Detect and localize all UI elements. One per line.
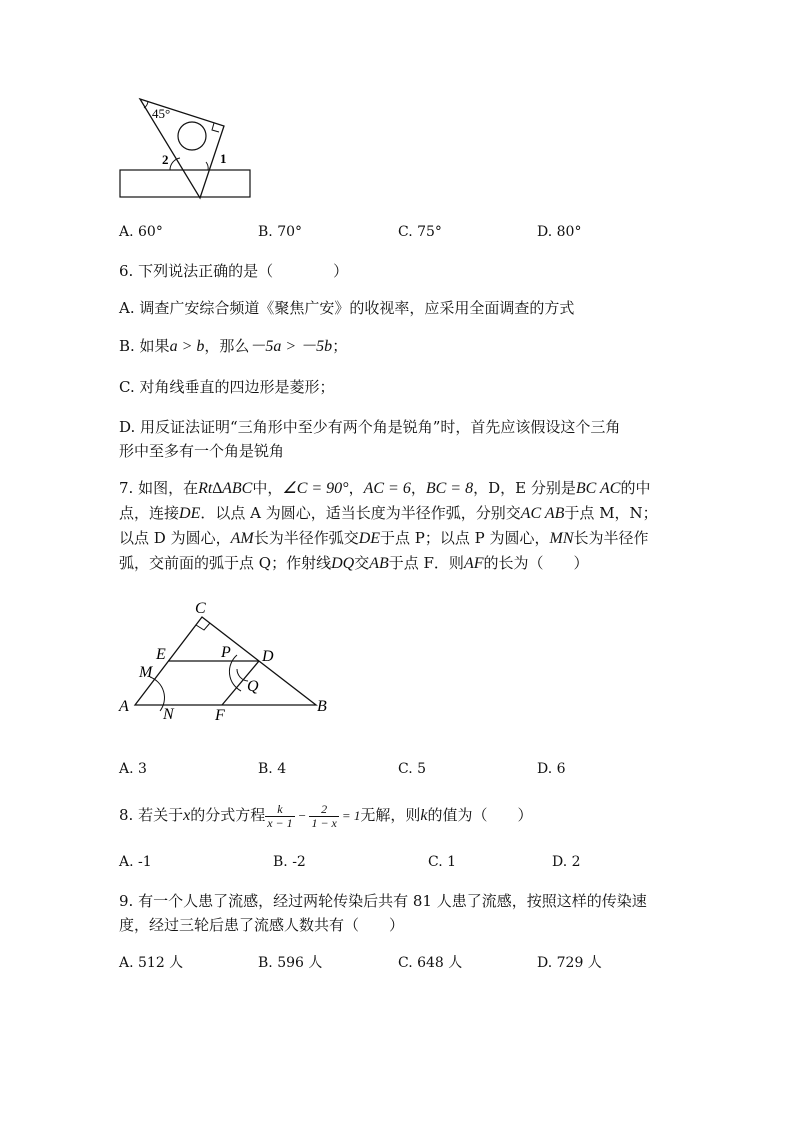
q8-f2-denominator: 1 − x	[311, 815, 337, 830]
label-a: A	[119, 698, 129, 715]
angle-arc-45	[144, 101, 148, 108]
angle-1-label: 1	[220, 151, 227, 166]
q8-option-b: B. -2	[273, 854, 306, 870]
q7-l3-text-c: 于点 P；以点 P 为圆心，	[380, 529, 550, 547]
q7-line-4	[119, 553, 589, 574]
q7-l4-math-af: AF	[463, 555, 484, 572]
q9-line-2: 度，经过三轮后患了流感人数共有（ ）	[119, 916, 405, 934]
q7-l3-text-b: 长为半径作弧交	[253, 529, 359, 547]
q8-stem	[119, 800, 533, 831]
q7-line-3	[119, 528, 649, 549]
right-angle-mark-c	[196, 623, 210, 630]
q7-l1-text-d: ，	[410, 479, 426, 497]
q7-l4-math-dq: DQ	[331, 555, 355, 572]
q7-l2-math-de: DE	[179, 505, 201, 522]
angle-arc-2	[170, 158, 180, 170]
q7-l1-text-c: ，	[348, 479, 364, 497]
label-c: C	[195, 600, 206, 617]
q7-l1-math-ac: AC = 6	[363, 480, 411, 497]
q8-fraction-1	[265, 803, 294, 830]
q7-l3-math-am: AM	[230, 530, 254, 547]
q7-l1-text-f: 的中	[620, 479, 651, 497]
q8-fraction-2	[309, 803, 338, 830]
q6-stem: 6. 下列说法正确的是（ ）	[119, 262, 349, 280]
q6-b-prefix: B. 如果	[119, 337, 170, 355]
q8-option-d: D. 2	[552, 854, 581, 870]
label-f: F	[215, 707, 225, 724]
q8-option-a: A. -1	[119, 854, 152, 870]
q7-l1-math-angle: ∠C = 90°	[282, 480, 349, 497]
q7-l4-math-ab: AB	[369, 555, 389, 572]
q6-option-c: C. 对角线垂直的四边形是菱形；	[119, 378, 335, 396]
q6-b-suffix: ；	[332, 337, 348, 355]
q7-l2-text-c: 于点 M，N；	[564, 504, 658, 522]
q8-text-end: 的值为（ ）	[427, 806, 533, 824]
q7-l1-math-bc: BC = 8	[425, 480, 474, 497]
angle-arc-1	[206, 162, 208, 170]
q7-l1-text-a: 7. 如图，在	[119, 479, 199, 497]
q7-l3-text-a: 以点 D 为圆心，	[119, 529, 231, 547]
q7-l2-math-sides: AC AB	[520, 505, 565, 522]
q6-option-b	[119, 336, 347, 357]
q7-l2-text-a: 点，连接	[119, 504, 180, 522]
q8-equals-one: = 1	[341, 808, 361, 823]
q7-option-a: A. 3	[119, 761, 147, 777]
label-m: M	[139, 664, 153, 681]
q7-l4-text-c: 于点 F．则	[388, 554, 464, 572]
q7-l2-text-b: ．以点 A 为圆心，适当长度为半径作弧，分别交	[200, 504, 521, 522]
label-e: E	[156, 646, 166, 663]
q7-option-c: C. 5	[398, 761, 427, 777]
q7-l1-math-sides: BC AC	[575, 480, 621, 497]
label-b: B	[317, 698, 327, 715]
q9-option-d: D. 729 人	[537, 955, 602, 971]
q6-b-math1: a > b	[169, 338, 205, 355]
q7-l1-text-e: ，D，E 分别是	[473, 479, 576, 497]
set-square-hole	[178, 122, 206, 150]
q8-f1-numerator: k	[265, 803, 294, 817]
q8-text-post: 无解，则	[360, 806, 421, 824]
q5-option-c: C. 75°	[398, 224, 442, 240]
q7-l3-text-d: 长为半径作	[573, 529, 649, 547]
q7-l1-math-rt: Rt∆ABC	[198, 480, 253, 497]
triangle-construction-figure	[110, 595, 340, 725]
q9-option-b: B. 596 人	[258, 955, 323, 971]
q5-option-d: D. 80°	[537, 224, 582, 240]
q8-text-mid: 的分式方程	[190, 806, 266, 824]
q5-option-a: A. 60°	[119, 224, 163, 240]
q7-l3-math-de: DE	[358, 530, 381, 547]
label-d: D	[262, 648, 274, 665]
label-n: N	[163, 706, 174, 723]
label-q: Q	[247, 678, 259, 695]
q7-l4-text-d: 的长为（ ）	[483, 554, 589, 572]
label-p: P	[221, 644, 231, 661]
q7-option-b: B. 4	[258, 761, 287, 777]
q9-option-a: A. 512 人	[119, 955, 184, 971]
q9-line-1: 9. 有一个人患了流感，经过两轮传染后共有 81 人患了流感，按照这样的传染速	[119, 892, 647, 910]
q8-minus: −	[297, 808, 307, 823]
q6-option-d-line2: 形中至多有一个角是锐角	[119, 442, 285, 460]
q5-option-b: B. 70°	[258, 224, 303, 240]
q8-option-c: C. 1	[428, 854, 457, 870]
q7-l1-text-b: 中，	[252, 479, 283, 497]
q6-b-middle: ，那么	[204, 337, 250, 355]
q7-l4-text-b: 交	[354, 554, 370, 572]
q7-l3-math-mn: MN	[549, 530, 574, 547]
q8-f2-numerator: 2	[309, 803, 338, 817]
q6-option-d-line1: D. 用反证法证明“三角形中至少有两个角是锐角”时，首先应该假设这个三角	[119, 418, 621, 436]
q9-option-c: C. 648 人	[398, 955, 463, 971]
q6-b-math2: －5a > －5b	[249, 338, 333, 355]
q8-text-pre: 8. 若关于	[119, 806, 184, 824]
q6-option-a: A. 调查广安综合频道《聚焦广安》的收视率，应采用全面调查的方式	[119, 299, 575, 317]
q7-l4-text-a: 弧，交前面的弧于点 Q；作射线	[119, 554, 332, 572]
q7-line-1	[119, 478, 650, 499]
triangle-ruler-figure	[110, 92, 260, 204]
angle-2-label: 2	[162, 152, 169, 167]
q8-f1-denominator: x − 1	[267, 815, 293, 830]
q8-var-x: x	[183, 807, 191, 824]
q7-line-2	[119, 503, 658, 524]
q8-var-k: k	[420, 807, 428, 824]
q7-option-d: D. 6	[537, 761, 566, 777]
angle-45-label: 45°	[152, 106, 171, 121]
